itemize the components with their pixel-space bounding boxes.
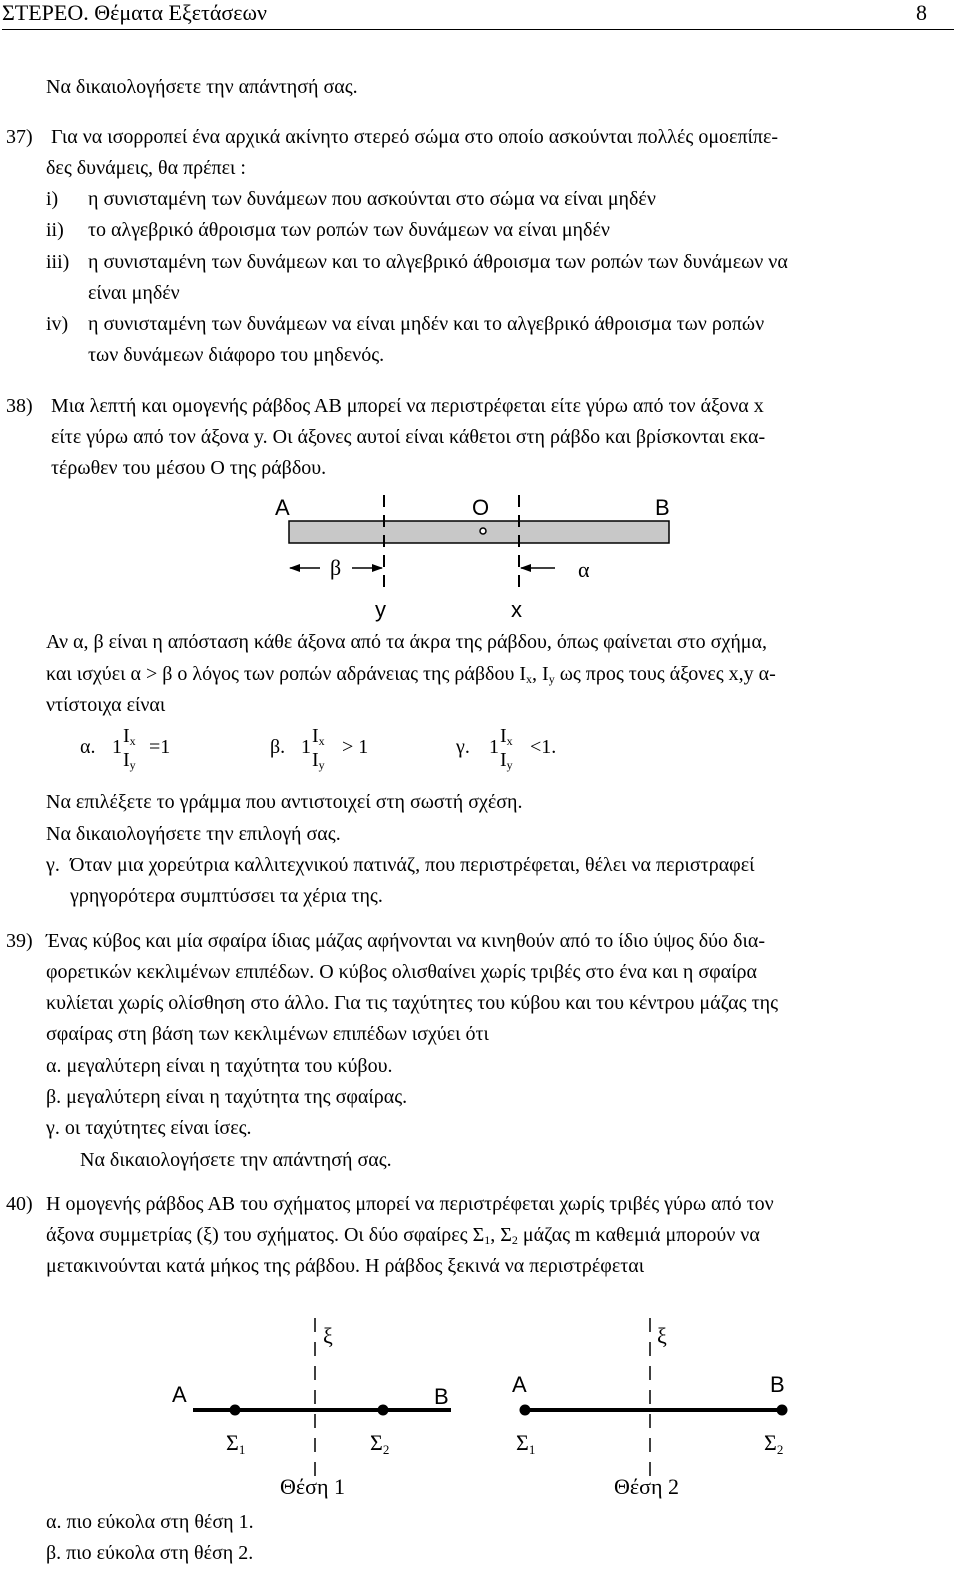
header-rule [2, 29, 954, 30]
q37-option-ii: το αλγεβρικό άθροισμα των ροπών των δυνάμεων να είναι μηδέν [88, 219, 610, 241]
pos2-sphere-2 [777, 1405, 788, 1416]
pos2-caption: Θέση 2 [614, 1474, 679, 1499]
pos1-caption: Θέση 1 [280, 1474, 345, 1499]
intro-justify-line: Να δικαιολογήσετε την απάντησή σας. [46, 76, 358, 98]
pos1-label-sigma-2: Σ2 [370, 1430, 390, 1457]
pos1-label-A: A [172, 1382, 187, 1407]
q38-text-line-3: τέρωθεν του μέσου Ο της ράβδου. [51, 457, 327, 479]
choice-a-denominator: $I_y$ [123, 749, 136, 772]
q37-option-iv-line-1: η συνισταμένη των δυνάμεων να είναι μηδέν και το αλγεβρικό άθροισμα των ροπών [88, 313, 765, 335]
alpha-arrow-head [520, 564, 531, 572]
choice-c-denominator: $I_y$ [500, 749, 513, 772]
q38-select-line: Να επιλέξετε το γράμμα που αντιστοιχεί στη σωστή σχέση. [46, 791, 523, 813]
q38-body-sub-x: x [526, 672, 533, 686]
rod-AB [289, 521, 669, 543]
beta-arrow-left-head [289, 564, 300, 572]
q39-number: 39) [6, 930, 33, 952]
choice-c-relation: <1. [530, 736, 557, 758]
q37-text-line-2: δες δυνάμεις, θα πρέπει : [46, 157, 246, 179]
fig-label-O: O [472, 495, 490, 520]
choice-a-relation: =1 [149, 736, 171, 758]
q39-text-line-1: Ένας κύβος και μία σφαίρα ίδιας μάζας αφήνονται να κινηθούν από το ίδιο ύψος δύο δια- [46, 930, 766, 952]
page-header-title: ΣΤΕΡΕΟ. Θέματα Εξετάσεων [2, 0, 267, 25]
choice-a-one: 1 [112, 736, 122, 758]
rod-center-O [480, 528, 486, 534]
q37-option-iv-line-2: των δυνάμεων διάφορο του μηδενός. [88, 344, 385, 366]
choice-c-fraction [500, 725, 530, 771]
q37-option-iii-line-1: η συνισταμένη των δυνάμεων και το αλγεβρικό άθροισμα των ροπών των δυνάμεων να [88, 251, 788, 273]
pos2-label-B: B [770, 1372, 785, 1397]
q38-body-line-1: Αν α, β είναι η απόσταση κάθε άξονα από τα άκρα της ράβδου, όπως φαίνεται στο σχήμα, [46, 631, 767, 653]
choice-b-numerator: $I_x$ [312, 725, 325, 748]
q38-body-sub-y: y [548, 672, 555, 686]
q40-option-b: β. πιο εύκολα στη θέση 2. [46, 1542, 254, 1564]
pos2-label-sigma-1: Σ1 [516, 1430, 536, 1457]
q40-text-line-2-pre: άξονα συμμετρίας (ξ) του σχήματος. Οι δύο σφαίρες Σ [46, 1224, 485, 1246]
q40-text-line-2-mid: , Σ [490, 1224, 512, 1246]
q39-text-line-2: φορετικών κεκλιμένων επιπέδων. Ο κύβος ολισθαίνει χωρίς τριβές στο ένα και η σφαίρα [46, 961, 757, 983]
pos1-sphere-2 [378, 1405, 389, 1416]
pos1-label-xi: ξ [323, 1323, 333, 1348]
q38-body-line-2-mid: , I [532, 663, 549, 685]
q39-option-a: α. μεγαλύτερη είναι η ταχύτητα του κύβου. [46, 1055, 393, 1077]
fig-label-B: B [655, 495, 670, 520]
fig-label-y: y [375, 597, 386, 622]
q38-gamma-label: γ. [46, 854, 60, 876]
q40-number: 40) [6, 1193, 33, 1215]
fig-label-A: A [275, 495, 290, 520]
choice-a-label: α. [80, 736, 96, 758]
q37-option-ii-label: ii) [46, 219, 64, 241]
q38-text-line-1: Μια λεπτή και ομογενής ράβδος ΑΒ μπορεί να περιστρέφεται είτε γύρω από τον άξονα x [51, 395, 764, 417]
q40-option-a: α. πιο εύκολα στη θέση 1. [46, 1511, 254, 1533]
page-number: 8 [916, 0, 927, 25]
q38-gamma-line-2: γρηγορότερα συμπτύσσει τα χέρια της. [70, 885, 383, 907]
q38-gamma-line-1: Όταν μια χορεύτρια καλλιτεχνικού πατινάζ, που περιστρέφεται, θέλει να περιστραφεί [70, 854, 755, 876]
q39-justify-line: Να δικαιολογήσετε την απάντησή σας. [80, 1149, 392, 1171]
q38-number: 38) [6, 395, 33, 417]
fig-label-x: x [511, 597, 522, 622]
q37-text-line-1: Για να ισορροπεί ένα αρχικά ακίνητο στερεό σώμα στο οποίο ασκούνται πολλές ομοεπίπε- [51, 126, 779, 148]
choice-c-label: γ. [456, 736, 470, 758]
rod-axes-figure [0, 485, 960, 630]
q39-option-c: γ. οι ταχύτητες είναι ίσες. [46, 1117, 252, 1139]
choice-b-denominator: $I_y$ [312, 749, 325, 772]
q37-option-iii-line-2: είναι μηδέν [88, 282, 180, 304]
pos2-label-sigma-2: Σ2 [764, 1430, 784, 1457]
pos2-label-xi: ξ [657, 1323, 667, 1348]
q37-option-i-label: i) [46, 188, 59, 210]
q40-sub-1: 1 [484, 1233, 491, 1247]
q37-option-i: η συνισταμένη των δυνάμεων που ασκούνται στο σώμα να είναι μηδέν [88, 188, 656, 210]
q39-option-b: β. μεγαλύτερη είναι η ταχύτητα της σφαίρας. [46, 1086, 408, 1108]
pos1-label-sigma-1: Σ1 [226, 1430, 246, 1457]
q38-text-line-2: είτε γύρω από τον άξονα y. Οι άξονες αυτοί είναι κάθετοι στη ράβδο και βρίσκονται εκα- [51, 426, 766, 448]
beta-arrow-right-head [372, 564, 383, 572]
choice-b-label: β. [270, 736, 286, 758]
choice-a-numerator: $I_x$ [123, 725, 136, 748]
pos1-sphere-1 [230, 1405, 241, 1416]
choice-b-relation: > 1 [342, 736, 369, 758]
q40-text-line-2 [46, 1225, 760, 1246]
choice-b-fraction [312, 725, 342, 771]
q40-text-line-1: Η ομογενής ράβδος ΑΒ του σχήματος μπορεί να περιστρέφεται χωρίς τριβές γύρω από τον [46, 1193, 774, 1215]
pos2-sphere-1 [520, 1405, 531, 1416]
fig-label-alpha: α [578, 557, 590, 582]
q40-text-line-3: μετακινούνται κατά μήκος της ράβδου. Η ράβδος ξεκινά να περιστρέφεται [46, 1255, 645, 1277]
fig-label-beta: β [330, 555, 342, 580]
rod-spheres-figure [0, 1310, 960, 1510]
q38-body-line-3: ντίστοιχα είναι [46, 694, 166, 716]
pos2-label-A: A [512, 1372, 527, 1397]
q38-body-line-2-pre: και ισχύει α > β ο λόγος των ροπών αδράνειας της ράβδου I [46, 663, 527, 685]
q37-option-iv-label: iv) [46, 313, 69, 335]
pos1-label-B: B [434, 1384, 449, 1409]
q39-text-line-4: σφαίρας στη βάση των κεκλιμένων επιπέδων ισχύει ότι [46, 1023, 489, 1045]
q40-text-line-2-post: μάζας m καθεμιά μπορούν να [517, 1224, 760, 1246]
q38-body-line-2-post: ως προς τους άξονες x,y α- [554, 663, 776, 685]
q39-text-line-3: κυλίεται χωρίς ολίσθηση στο άλλο. Για τις ταχύτητες του κύβου και του κέντρου μάζας της [46, 992, 778, 1014]
choice-c-numerator: $I_x$ [500, 725, 513, 748]
q37-number: 37) [6, 126, 33, 148]
choice-b-one: 1 [301, 736, 311, 758]
q38-body-line-2 [46, 664, 776, 685]
q38-justify-line: Να δικαιολογήσετε την επιλογή σας. [46, 823, 341, 845]
q37-option-iii-label: iii) [46, 251, 70, 273]
q40-sub-2: 2 [511, 1233, 518, 1247]
choice-c-one: 1 [489, 736, 499, 758]
